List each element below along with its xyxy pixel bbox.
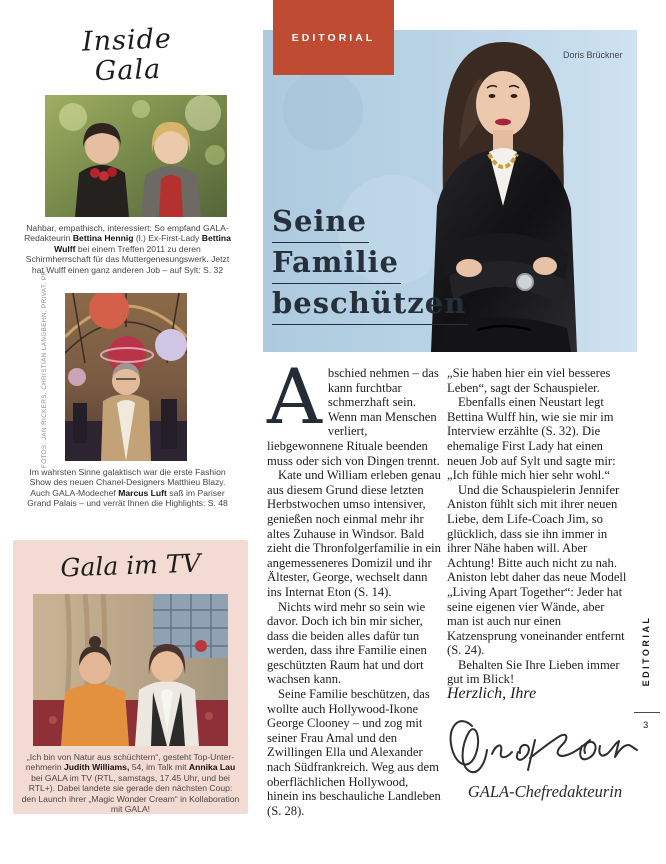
- section-label-vertical: EDITORIAL: [641, 615, 651, 687]
- rail-divider-line: [634, 712, 660, 713]
- author-role: GALA-Chefredakteurin: [467, 782, 623, 801]
- caption1-seg: (l.) Ex-First-Lady: [133, 233, 202, 244]
- paragraph: Behalten Sie Ihre Lieben immer gut im Blick!: [447, 657, 620, 687]
- caption1-name-hennig: Bettina Hennig: [72, 233, 134, 244]
- closing-salutation: Herzlich, Ihre: [447, 685, 537, 703]
- editorial-badge-label: EDITORIAL: [291, 31, 376, 44]
- caption-marcus-luft: [25, 467, 230, 509]
- caption-bettina-wulff: [22, 223, 233, 275]
- paragraph: Kate und William erleben genau aus diesem Grund diese letzten Herbstwochen umso intensiver, genießen noch einmal mehr ihr altes Zuhause in Windsor. Bald zieht die Thronfolgerfamilie in ein angemesseneres Domizil und ihr Ältester, George, wechselt dann ins Internat Eton (S. 14).: [267, 468, 441, 599]
- caption-gala-im-tv: [21, 752, 240, 814]
- caption3-seg: bei GALA im TV (RTL, samstags, 17.45 Uhr, und bei RTL+). Dabei landete sie gerade den nächsten Coup: den Launch ihrer „Magic Wonder Cream“ in Kollaboration mit GALA!: [21, 772, 240, 815]
- caption3-seg: 54, im Talk mit: [129, 762, 189, 773]
- caption3-name-williams: Judith Williams,: [64, 762, 130, 773]
- inside-gala-heading: [29, 23, 226, 90]
- paragraph: Seine Familie beschützen, das wollte auch Hollywood-Ikone George Clooney – und zog mit seiner Frau Amal und den Zwillingen Ella und Alexander nach Südfrankreich. Weg aus dem oberflächlichen Hollywood, hinein ins beschauliche Landleben (S. 28).: [267, 687, 441, 818]
- signature-doris-brueckner: [440, 712, 640, 784]
- dropcap-letter: A: [267, 352, 322, 441]
- caption3-seg: „Ich bin von Natur aus schüchtern“, gesteht Top-Unternehmerin: [25, 752, 235, 773]
- caption1-name-wulff: Bettina Wulff: [54, 233, 231, 254]
- article-column-1: [267, 352, 441, 818]
- photo-credit-vertical: FOTOS: JAN RICKERS, CHRISTIAN LANGBEHN, PRIVAT, PR: [41, 270, 48, 468]
- photographer-name: Doris Brückner: [563, 50, 623, 60]
- photo-judith-williams-annika-lau: [33, 594, 228, 746]
- title-line-2: Familie: [272, 247, 401, 284]
- paragraph: Abschied nehmen – das kann furchtbar schmerzhaft sein. Wenn man Menschen verliert, liebgewonnene Rituale beenden muss oder sich von Dingen trennt.: [267, 352, 440, 468]
- paragraph: Nichts wird mehr so sein wie davor. Doch ich bin mir sicher, dass die beiden alles dafür tun werden, dass ihre Familie einen geschützten Raum hat und dort wachsen kann.: [267, 599, 427, 687]
- photo-marcus-luft-chanel-show: [65, 293, 187, 461]
- paragraph: Ebenfalls einen Neustart legt Bettina Wulff hin, wie sie mir im Interview erzählte (S. 32). Die ehemalige First Lady hat einen neuen Job auf Sylt und sagte mir: „Ich fühle mich hier sehr wohl.“: [447, 395, 616, 483]
- paragraph: „Sie haben hier ein viel besseres Leben“, sagt der Schauspieler.: [447, 366, 611, 395]
- title-line-3: beschützen: [272, 288, 468, 325]
- paragraph: Und die Schauspielerin Jennifer Aniston fühlt sich mit ihrer neuen Liebe, dem Life-Coach Jim, so glücklich, dass sie ihn immer in ihrer Nähe haben will. Aber Achtung! Bitte auch nicht zu nah. Aniston lebt daher das neue Modell „Living Apart Together“: Jeder hat seine eigenen vier Wände, aber man ist auch nur einen Katzensprung voneinander entfernt (S. 24).: [447, 482, 627, 658]
- caption1-seg: bei einem Treffen 2011 zu deren Schirmherrschaft für das Muttergenesungswerk. Jetzt hat Wulff einen ganz anderen Job – auf Sylt: S. 32: [25, 243, 230, 275]
- inside-gala-line2: Gala: [94, 53, 162, 88]
- page-number: 3: [643, 720, 649, 731]
- article-column-2: [447, 366, 628, 702]
- caption3-name-lau: Annika Lau: [188, 762, 236, 773]
- article-title: [272, 206, 472, 329]
- gala-im-tv-box: [13, 540, 248, 814]
- inside-gala-line1: Inside: [81, 23, 173, 58]
- caption2-seg: saß im Pariser Grand Palais – und verrät Ihnen die Highlights: S. 48: [27, 487, 228, 509]
- photo-bettina-hennig-bettina-wulff: [45, 95, 227, 217]
- gala-im-tv-heading: Gala im TV: [59, 548, 201, 583]
- caption2-seg: Im wahrsten Sinne galaktisch war die erste Fashion Show des neuen Chanel-Designers Matthieu Blazy. Auch GALA-Modechef: [29, 467, 226, 498]
- caption1-seg: Nahbar, empathisch, interessiert: So empfand GALA-Redakteurin: [24, 223, 229, 244]
- editorial-badge: [273, 0, 394, 75]
- caption2-name-luft: Marcus Luft: [118, 487, 167, 498]
- title-line-1: Seine: [272, 206, 369, 243]
